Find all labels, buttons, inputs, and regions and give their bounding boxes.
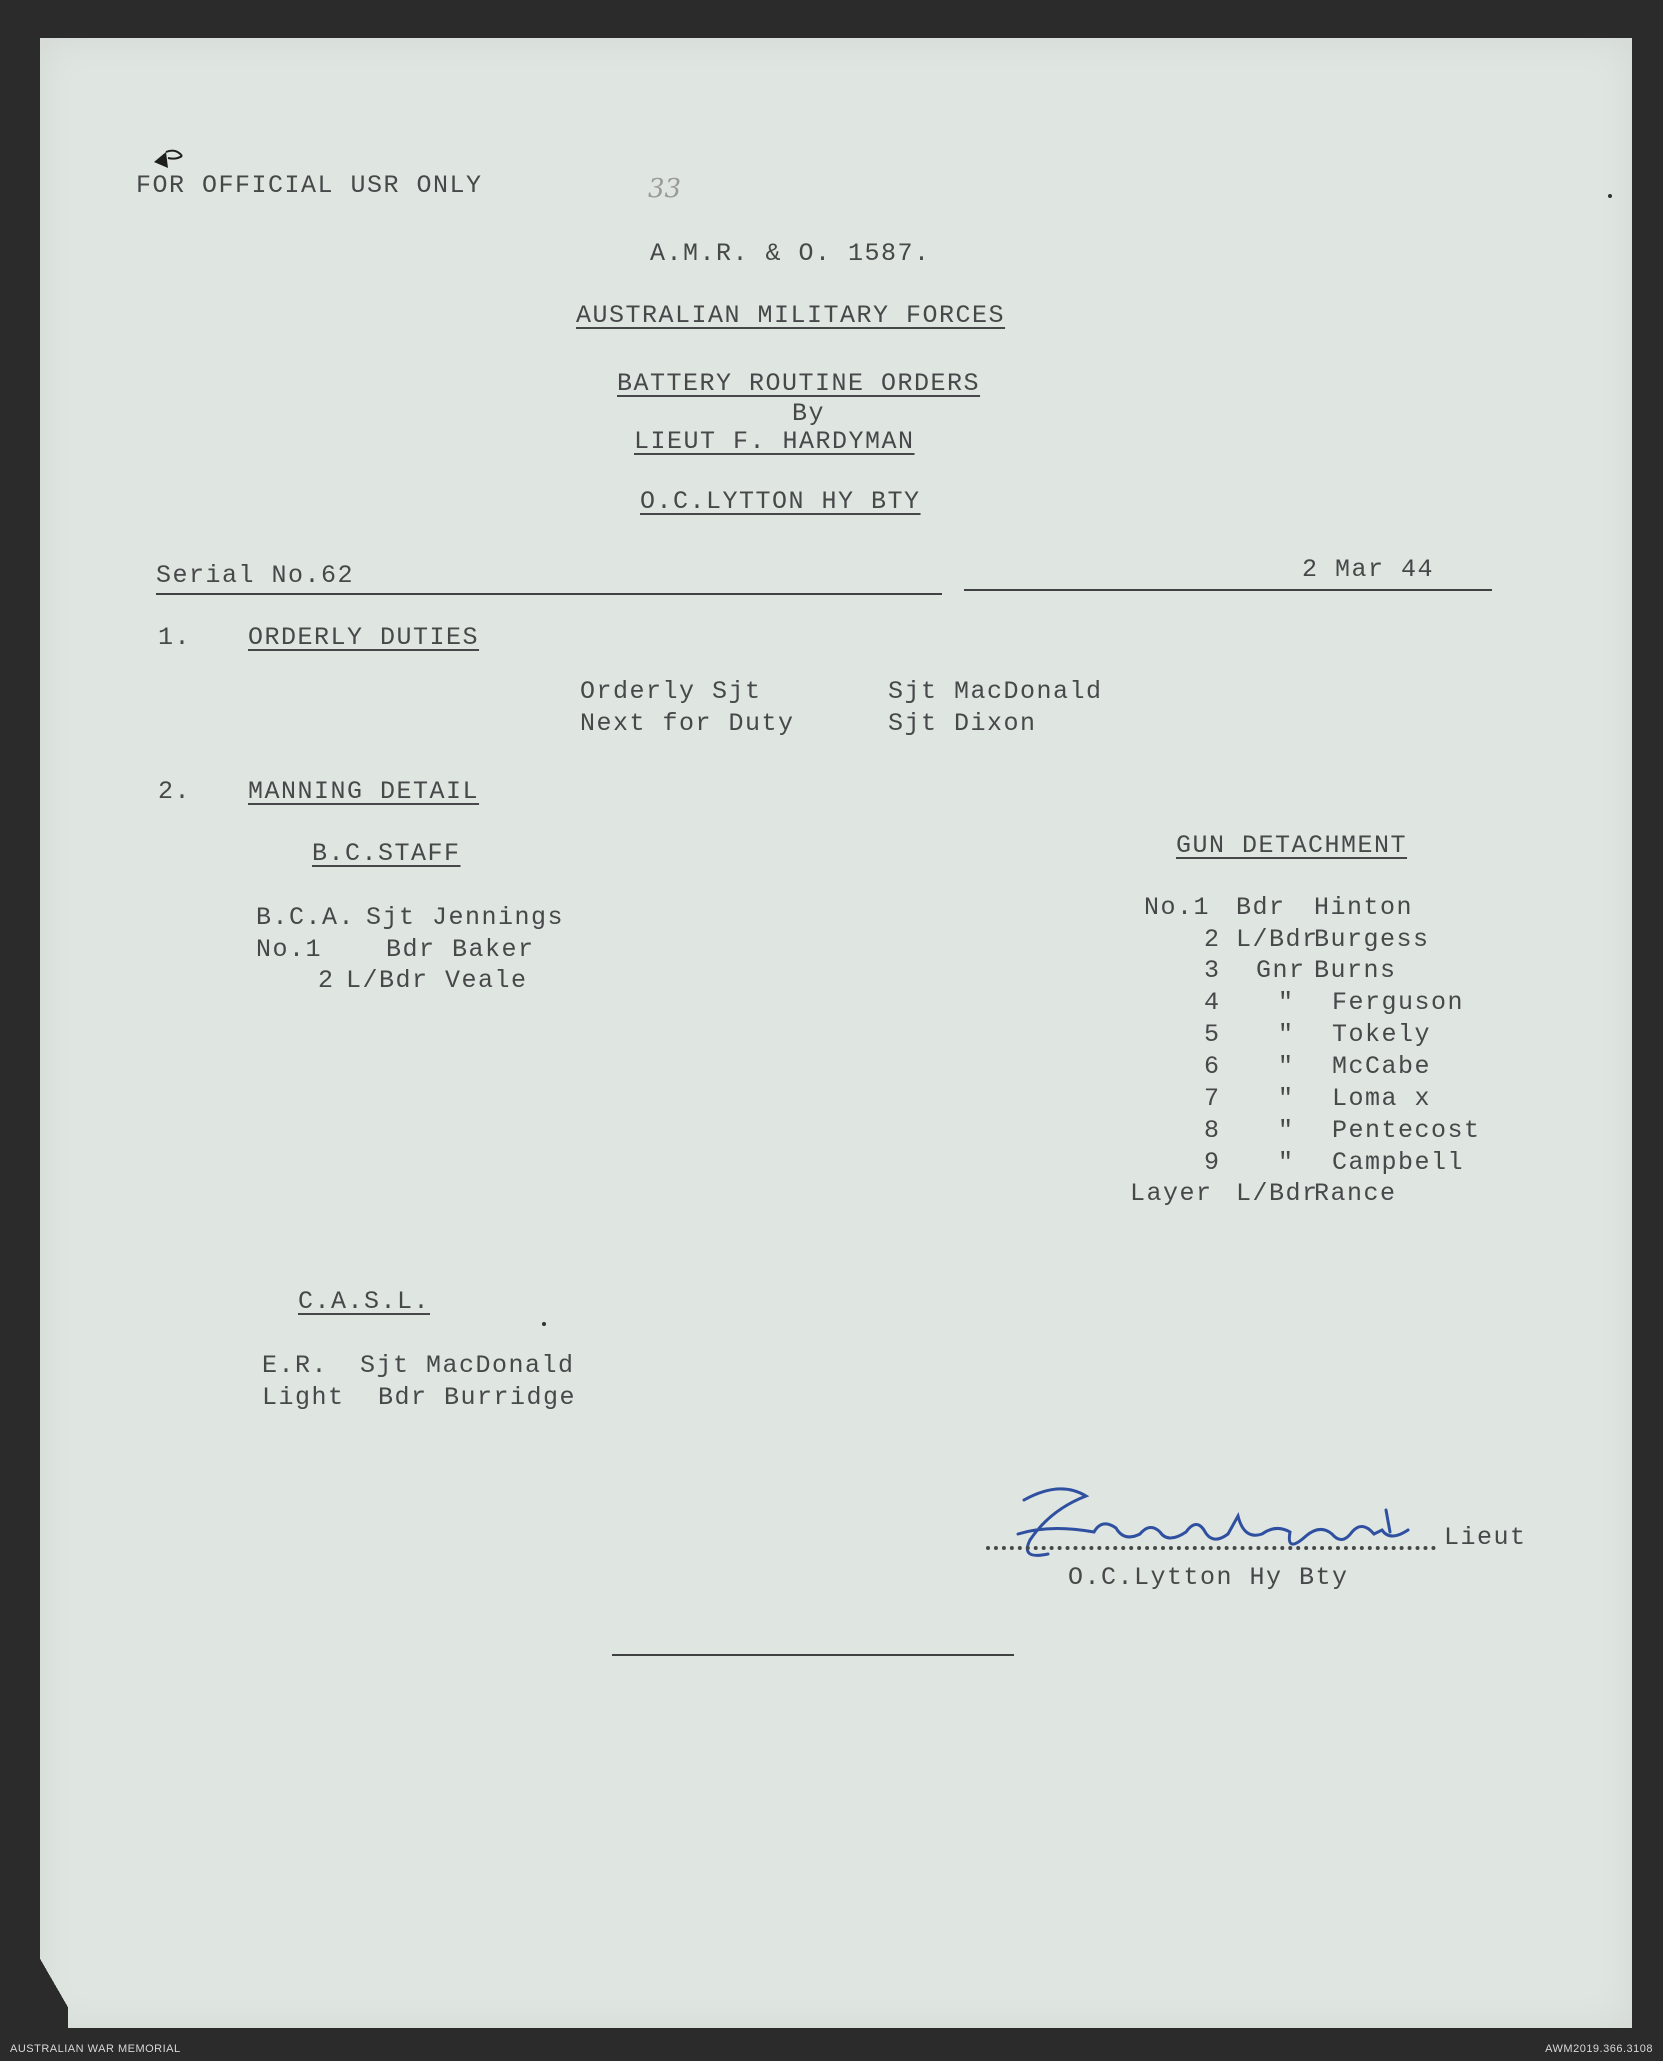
bc-staff-name-3: L/Bdr Veale xyxy=(346,966,528,995)
force-heading: AUSTRALIAN MILITARY FORCES xyxy=(576,301,1006,330)
gun-pos: Layer xyxy=(1130,1179,1213,1208)
serial-rule-left xyxy=(156,593,942,595)
gun-rank: " xyxy=(1278,1052,1295,1081)
gun-pos: 7 xyxy=(1204,1084,1221,1113)
gun-rank: Gnr xyxy=(1256,956,1306,985)
casl-title: C.A.S.L. xyxy=(298,1287,431,1316)
gun-name: McCabe xyxy=(1332,1052,1432,1081)
gun-pos: 8 xyxy=(1204,1116,1221,1145)
gun-pos: 9 xyxy=(1204,1148,1221,1177)
gun-pos: 6 xyxy=(1204,1052,1221,1081)
casl-pos-1: E.R. xyxy=(262,1351,329,1380)
gun-rank: " xyxy=(1278,988,1295,1017)
gun-rank: " xyxy=(1278,1084,1295,1113)
casl-name-2: Bdr Burridge xyxy=(378,1383,577,1412)
casl-pos-2: Light xyxy=(262,1383,345,1412)
orderly-name-2: Sjt Dixon xyxy=(888,709,1037,738)
gun-name: Pentecost xyxy=(1332,1116,1481,1145)
gun-rank: L/Bdr xyxy=(1236,925,1319,954)
bc-staff-pos-2: No.1 xyxy=(256,935,323,964)
edge-mark xyxy=(1608,194,1612,198)
gun-pos: 2 xyxy=(1204,925,1221,954)
gun-pos: 5 xyxy=(1204,1020,1221,1049)
gun-rank: " xyxy=(1278,1020,1295,1049)
gun-name: Hinton xyxy=(1314,893,1414,922)
ink-dot xyxy=(542,1322,546,1326)
gun-rank: L/Bdr xyxy=(1236,1179,1319,1208)
serial-date: 2 Mar 44 xyxy=(1302,555,1435,584)
bc-staff-title: B.C.STAFF xyxy=(312,839,461,868)
unit-heading: O.C.LYTTON HY BTY xyxy=(640,487,921,516)
gun-pos: 3 xyxy=(1204,956,1221,985)
handwritten-page-number: 33 xyxy=(648,174,682,204)
bc-staff-pos-1: B.C.A. xyxy=(256,903,356,932)
by-label: By xyxy=(792,399,826,428)
section-1-title: ORDERLY DUTIES xyxy=(248,623,480,652)
gun-name: Tokely xyxy=(1332,1020,1432,1049)
bc-staff-name-1: Sjt Jennings xyxy=(366,903,565,932)
gun-rank: Bdr xyxy=(1236,893,1286,922)
gun-name: Ferguson xyxy=(1332,988,1465,1017)
gun-detachment-title: GUN DETACHMENT xyxy=(1176,831,1408,860)
gun-pos: 4 xyxy=(1204,988,1221,1017)
gun-pos: No.1 xyxy=(1144,893,1211,922)
section-2-number: 2. xyxy=(158,777,192,806)
bc-staff-pos-3: 2 xyxy=(318,966,335,995)
bc-staff-name-2: Bdr Baker xyxy=(386,935,535,964)
casl-name-1: Sjt MacDonald xyxy=(360,1351,575,1380)
section-2-title: MANNING DETAIL xyxy=(248,777,480,806)
gun-name: Campbell xyxy=(1332,1148,1465,1177)
section-1-number: 1. xyxy=(158,623,192,652)
orderly-name-1: Sjt MacDonald xyxy=(888,677,1103,706)
orderly-role-2: Next for Duty xyxy=(580,709,795,738)
gun-name: Burns xyxy=(1314,956,1397,985)
gun-name: Burgess xyxy=(1314,925,1430,954)
gun-name: Loma x xyxy=(1332,1084,1432,1113)
signature-rank: Lieut xyxy=(1444,1523,1527,1552)
gun-rank: " xyxy=(1278,1148,1295,1177)
serial-number: Serial No.62 xyxy=(156,561,355,590)
footer-left: AUSTRALIAN WAR MEMORIAL xyxy=(10,2043,181,2055)
closing-rule xyxy=(612,1654,1014,1656)
gun-name: Rance xyxy=(1314,1179,1397,1208)
orderly-role-1: Orderly Sjt xyxy=(580,677,762,706)
officer-name: LIEUT F. HARDYMAN xyxy=(634,427,915,456)
document-title: BATTERY ROUTINE ORDERS xyxy=(617,369,981,398)
document-page xyxy=(40,38,1632,2028)
signature-dotted-line xyxy=(986,1546,1436,1550)
footer-right: AWM2019.366.3108 xyxy=(1545,2043,1653,2055)
serial-rule-right xyxy=(964,589,1492,591)
form-reference: A.M.R. & O. 1587. xyxy=(650,239,931,268)
gun-rank: " xyxy=(1278,1116,1295,1145)
signature-unit: O.C.Lytton Hy Bty xyxy=(1068,1563,1349,1592)
restriction-label: FOR OFFICIAL USR ONLY xyxy=(136,171,483,200)
